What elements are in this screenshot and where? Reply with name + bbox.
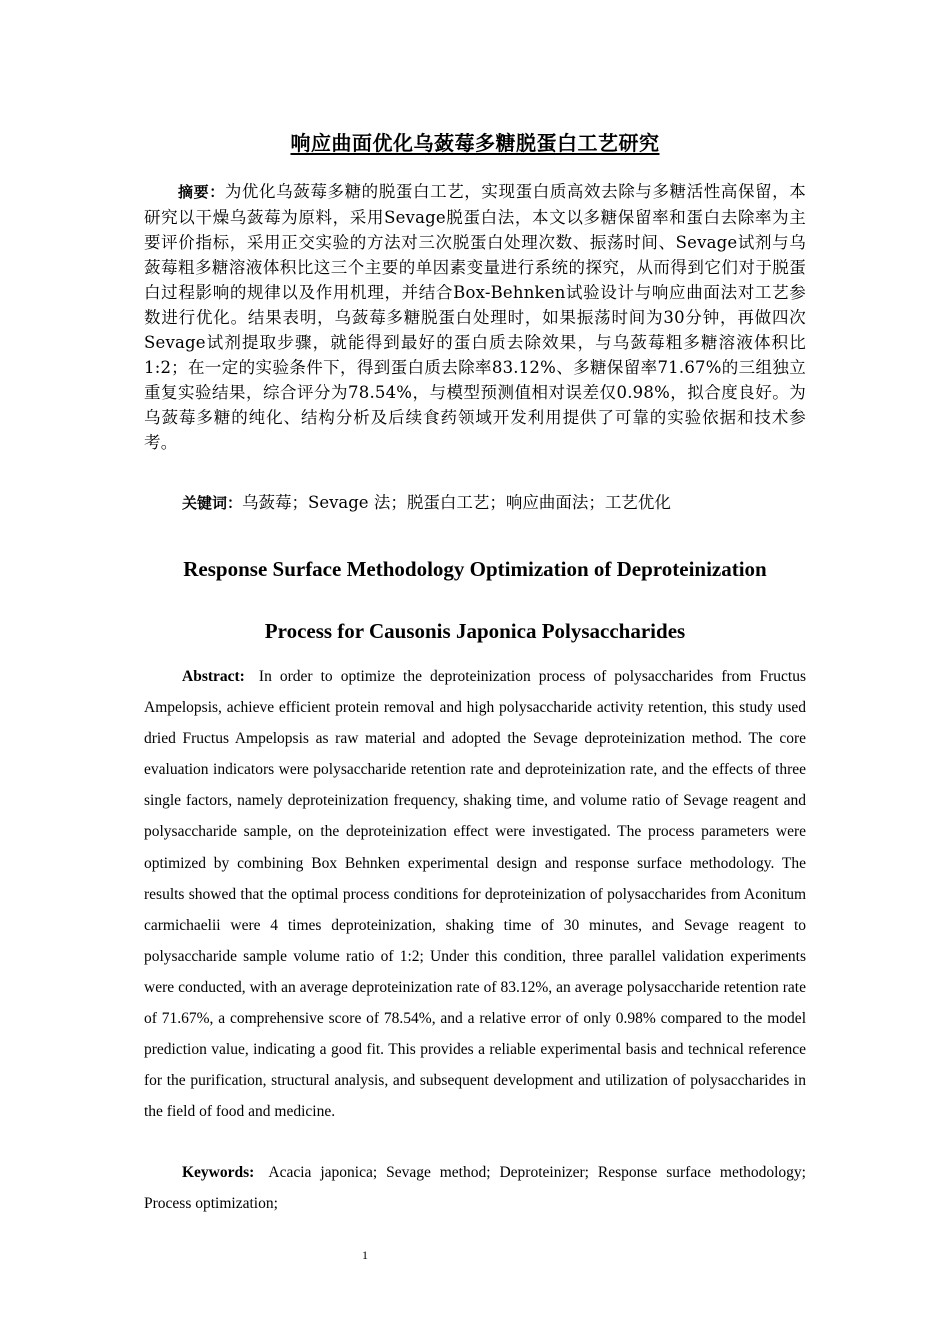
page-number: 1 — [362, 1248, 368, 1262]
english-abstract-text: In order to optimize the deproteinization process of polysaccharides from Fructus Ampelopsis, achieve efficient protein removal and high polysaccharide activity retention, this study used dried Fructus Ampelopsis as raw material and adopted the Sevage deproteinization method. The core evaluation indicators were polysaccharide retention rate and deproteinization rate, and the effects of three single factors, namely deproteinization frequency, shaking time, and volume ratio of Sevage reagent and polysaccharide sample, on the deproteinization effect were investigated. The process parameters were optimized by combining Box Behnken experimental design and response surface methodology. The results showed that the optimal process conditions for deproteinization of polysaccharides from Aconitum carmichaelii were 4 times deproteinization, shaking time of 30 minutes, and Sevage reagent to polysaccharide sample volume ratio of 1:2; Under this condition, three parallel validation experiments were conducted, with an average deproteinization rate of 83.12%, an average polysaccharide retention rate of 71.67%, a comprehensive score of 78.54%, and a relative error of only 0.98% compared to the model prediction value, indicating a good fit. This provides a reliable experimental basis and technical reference for the purification, structural analysis, and subsequent development and utilization of polysaccharides in the field of food and medicine. — [144, 668, 806, 1121]
chinese-keywords-text: 乌蔹莓；Sevage 法；脱蛋白工艺；响应曲面法；工艺优化 — [242, 493, 671, 512]
chinese-abstract — [144, 179, 806, 455]
english-title-line-1: Response Surface Methodology Optimization of Deproteinization — [183, 557, 767, 581]
chinese-keywords-label: 关键词： — [182, 494, 243, 512]
english-keywords-text: Acacia japonica; Sevage method; Deproteinizer; Response surface methodology; Process optimization; — [144, 1164, 806, 1213]
chinese-title: 响应曲面优化乌蔹莓多糖脱蛋白工艺研究 — [290, 131, 660, 155]
chinese-abstract-text: 为优化乌蔹莓多糖的脱蛋白工艺，实现蛋白质高效去除与多糖活性高保留，本研究以干燥乌蔹莓为原料，采用Sevage脱蛋白法，本文以多糖保留率和蛋白去除率为主要评价指标，采用正交实验的方法对三次脱蛋白处理次数、振荡时间、Sevage试剂与乌蔹莓粗多糖溶液体积比这三个主要的单因素变量进行系统的探究，从而得到它们对于脱蛋白过程影响的规律以及作用机理，并结合Box-Behnken试验设计与响应曲面法对工艺参数进行优化。结果表明，乌蔹莓多糖脱蛋白处理时，如果振荡时间为30分钟，再做四次Sevage试剂提取步骤，就能得到最好的蛋白质去除效果，与乌蔹莓粗多糖溶液体积比1:2；在一定的实验条件下，得到蛋白质去除率83.12%、多糖保留率71.67%的三组独立重复实验结果，综合评分为78.54%，与模型预测值相对误差仅0.98%，拟合度良好。为乌蔹莓多糖的纯化、结构分析及后续食药领域开发利用提供了可靠的实验依据和技术参考。 — [144, 182, 806, 452]
chinese-keywords — [182, 490, 822, 516]
english-keywords — [144, 1157, 806, 1219]
english-title-line-2: Process for Causonis Japonica Polysaccharides — [264, 619, 686, 643]
english-keywords-label: Keywords: — [182, 1164, 255, 1181]
english-abstract — [144, 661, 806, 1127]
english-abstract-label: Abstract: — [182, 668, 245, 685]
chinese-abstract-label: 摘要： — [178, 183, 225, 201]
